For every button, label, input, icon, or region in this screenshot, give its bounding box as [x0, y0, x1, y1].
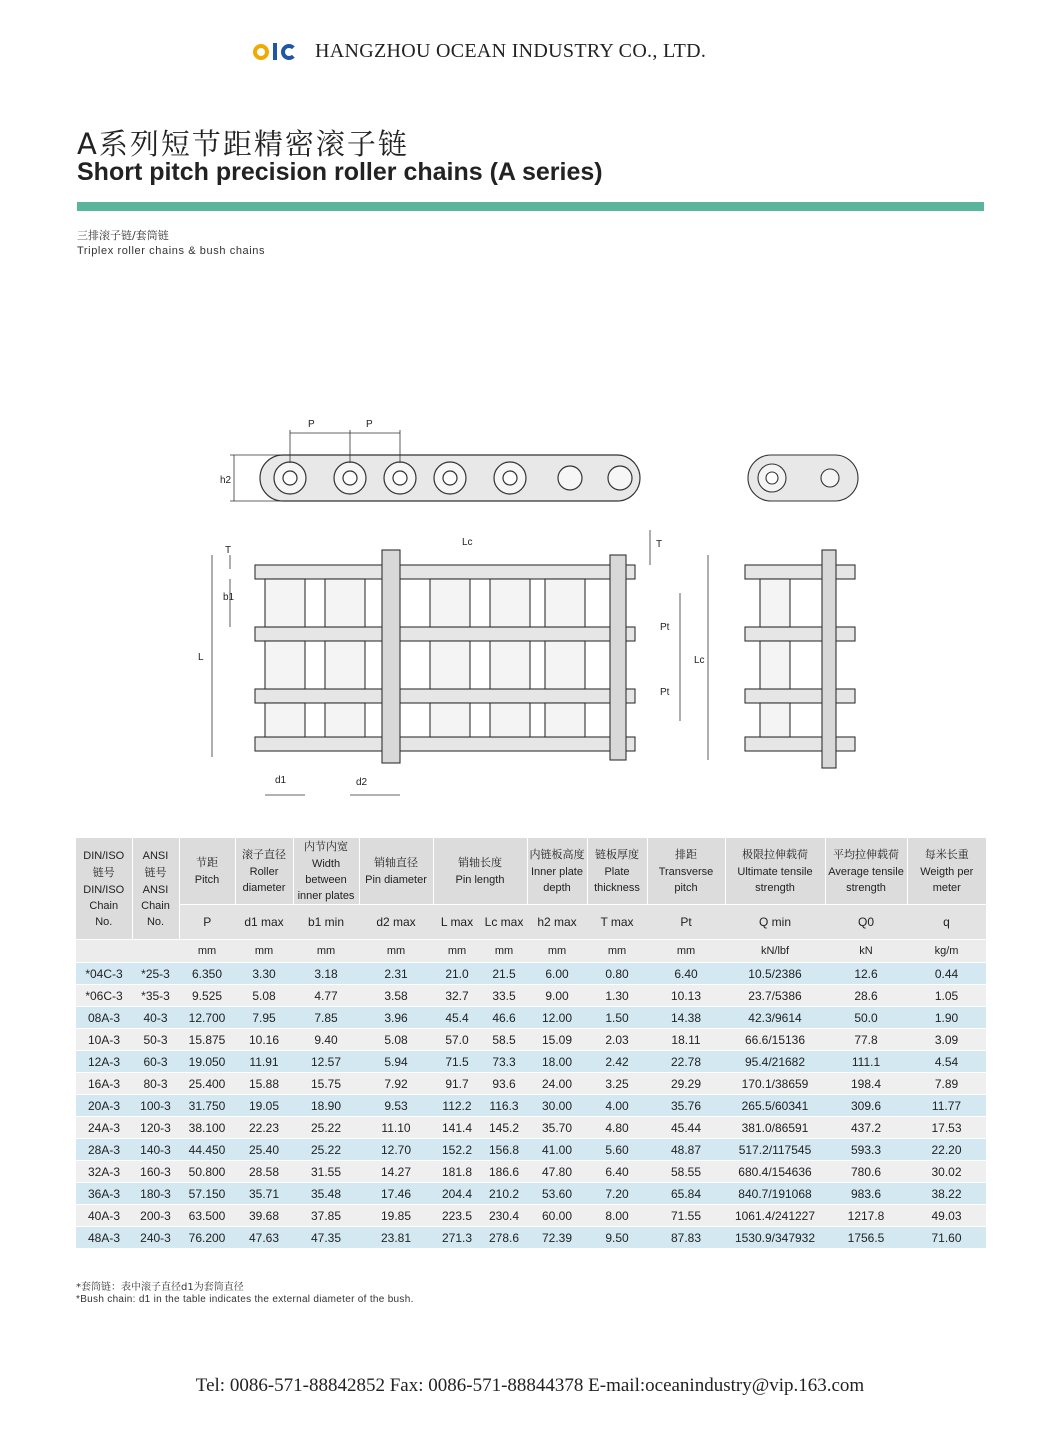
- table-cell: 25.40: [235, 1139, 293, 1161]
- table-cell: 21.0: [433, 963, 481, 985]
- table-cell: 381.0/86591: [725, 1117, 825, 1139]
- table-unit-row: [76, 940, 986, 963]
- label-t-right: T: [656, 539, 663, 550]
- table-cell: 15.88: [235, 1073, 293, 1095]
- table-cell: 41.00: [527, 1139, 587, 1161]
- table-cell: 17.46: [359, 1183, 433, 1205]
- table-cell: 9.525: [179, 985, 235, 1007]
- table-cell: 100-3: [132, 1095, 179, 1117]
- table-cell: 156.8: [481, 1139, 527, 1161]
- table-cell: 6.00: [527, 963, 587, 985]
- table-cell: 60-3: [132, 1051, 179, 1073]
- table-cell: 80-3: [132, 1073, 179, 1095]
- unit-q: kN/lbf: [725, 940, 825, 963]
- table-cell: 309.6: [825, 1095, 907, 1117]
- unit-lc: mm: [481, 940, 527, 963]
- table-cell: 57.0: [433, 1029, 481, 1051]
- table-cell: 20A-3: [76, 1095, 132, 1117]
- table-cell: 35.48: [293, 1183, 359, 1205]
- table-cell: 7.20: [587, 1183, 647, 1205]
- table-cell: 223.5: [433, 1205, 481, 1227]
- table-cell: 72.39: [527, 1227, 587, 1249]
- col-header-pin-diameter: 销轴直径 Pin diameter: [359, 838, 433, 905]
- table-row: [76, 1161, 986, 1183]
- table-cell: 10.5/2386: [725, 963, 825, 985]
- table-cell: 278.6: [481, 1227, 527, 1249]
- company-name: HANGZHOU OCEAN INDUSTRY CO., LTD.: [315, 40, 707, 62]
- table-cell: 24A-3: [76, 1117, 132, 1139]
- page-title-en: Short pitch precision roller chains (A series): [77, 158, 603, 186]
- label-t-left: T: [225, 545, 232, 556]
- table-cell: 7.85: [293, 1007, 359, 1029]
- label-p-2: P: [366, 419, 373, 430]
- sym-q: Q min: [725, 905, 825, 940]
- chain-top-view: [255, 550, 635, 763]
- table-cell: 31.750: [179, 1095, 235, 1117]
- table-cell: 204.4: [433, 1183, 481, 1205]
- table-cell: 3.30: [235, 963, 293, 985]
- logo-o-shape: [253, 44, 269, 60]
- table-row: [76, 1117, 986, 1139]
- table-cell: 38.22: [907, 1183, 986, 1205]
- table-cell: 198.4: [825, 1073, 907, 1095]
- sym-q0: Q0: [825, 905, 907, 940]
- table-cell: *04C-3: [76, 963, 132, 985]
- table-cell: 14.27: [359, 1161, 433, 1183]
- table-cell: 3.96: [359, 1007, 433, 1029]
- table-cell: 24.00: [527, 1073, 587, 1095]
- table-cell: 1.30: [587, 985, 647, 1007]
- label-b1: b1: [223, 592, 235, 603]
- table-cell: 265.5/60341: [725, 1095, 825, 1117]
- table-cell: 87.83: [647, 1227, 725, 1249]
- table-cell: 7.89: [907, 1073, 986, 1095]
- table-row: [76, 1139, 986, 1161]
- table-cell: 29.29: [647, 1073, 725, 1095]
- unit-l: mm: [433, 940, 481, 963]
- table-cell: 25.22: [293, 1139, 359, 1161]
- table-cell: 44.450: [179, 1139, 235, 1161]
- table-cell: 08A-3: [76, 1007, 132, 1029]
- table-cell: 77.8: [825, 1029, 907, 1051]
- table-cell: 65.84: [647, 1183, 725, 1205]
- table-cell: 60.00: [527, 1205, 587, 1227]
- table-cell: 40A-3: [76, 1205, 132, 1227]
- table-cell: 35.70: [527, 1117, 587, 1139]
- table-cell: 3.58: [359, 985, 433, 1007]
- sym-l: L max: [433, 905, 481, 940]
- table-cell: 1756.5: [825, 1227, 907, 1249]
- table-cell: *35-3: [132, 985, 179, 1007]
- table-row: [76, 1007, 986, 1029]
- table-cell: 48A-3: [76, 1227, 132, 1249]
- table-cell: 73.3: [481, 1051, 527, 1073]
- unit-b1: mm: [293, 940, 359, 963]
- table-cell: 210.2: [481, 1183, 527, 1205]
- table-cell: 1.90: [907, 1007, 986, 1029]
- sym-b1: b1 min: [293, 905, 359, 940]
- table-cell: 30.00: [527, 1095, 587, 1117]
- table-cell: 15.09: [527, 1029, 587, 1051]
- table-cell: 22.23: [235, 1117, 293, 1139]
- unit-h2: mm: [527, 940, 587, 963]
- table-cell: 9.53: [359, 1095, 433, 1117]
- col-header-pin-length: 销轴长度 Pin length: [433, 838, 527, 905]
- table-cell: 18.90: [293, 1095, 359, 1117]
- table-cell: 0.80: [587, 963, 647, 985]
- col-header-plate-thickness: 链板厚度 Plate thickness: [587, 838, 647, 905]
- chain-section-view: [745, 550, 855, 768]
- table-cell: 12.00: [527, 1007, 587, 1029]
- footnote-en: *Bush chain: d1 in the table indicates the external diameter of the bush.: [76, 1294, 414, 1305]
- table-cell: 5.08: [359, 1029, 433, 1051]
- table-cell: 58.55: [647, 1161, 725, 1183]
- table-cell: 36A-3: [76, 1183, 132, 1205]
- table-row: [76, 1183, 986, 1205]
- table-cell: 120-3: [132, 1117, 179, 1139]
- table-cell: 3.09: [907, 1029, 986, 1051]
- table-cell: 71.60: [907, 1227, 986, 1249]
- logo-c-shape: [281, 44, 297, 60]
- table-cell: 47.35: [293, 1227, 359, 1249]
- table-cell: *06C-3: [76, 985, 132, 1007]
- table-cell: 517.2/117545: [725, 1139, 825, 1161]
- table-cell: 1217.8: [825, 1205, 907, 1227]
- label-d2: d2: [356, 777, 368, 788]
- table-cell: 28.58: [235, 1161, 293, 1183]
- table-cell: 2.42: [587, 1051, 647, 1073]
- table-body: [76, 963, 986, 1249]
- table-cell: 5.08: [235, 985, 293, 1007]
- table-cell: 112.2: [433, 1095, 481, 1117]
- table-cell: 18.11: [647, 1029, 725, 1051]
- col-header-ansi: ANSI 链号 ANSI Chain No.: [132, 838, 179, 940]
- table-cell: 230.4: [481, 1205, 527, 1227]
- table-cell: 0.44: [907, 963, 986, 985]
- table-cell: 3.18: [293, 963, 359, 985]
- page-header: [253, 40, 706, 63]
- table-symbol-row: [76, 905, 986, 940]
- footnote-cn: *套筒链：表中滚子直径d1为套筒直径: [76, 1282, 244, 1293]
- table-cell: 2.03: [587, 1029, 647, 1051]
- sym-p: P: [179, 905, 235, 940]
- label-pt-2: Pt: [660, 687, 670, 698]
- col-header-pitch: 节距 Pitch: [179, 838, 235, 905]
- table-cell: 1.05: [907, 985, 986, 1007]
- table-cell: 181.8: [433, 1161, 481, 1183]
- table-cell: 10.16: [235, 1029, 293, 1051]
- table-row: [76, 1073, 986, 1095]
- table-cell: 46.6: [481, 1007, 527, 1029]
- section-subtitle-en: Triplex roller chains & bush chains: [77, 245, 266, 257]
- table-cell: 145.2: [481, 1117, 527, 1139]
- table-cell: 7.92: [359, 1073, 433, 1095]
- table-cell: 152.2: [433, 1139, 481, 1161]
- table-cell: 22.20: [907, 1139, 986, 1161]
- table-cell: 66.6/15136: [725, 1029, 825, 1051]
- sym-h2: h2 max: [527, 905, 587, 940]
- table-cell: 15.75: [293, 1073, 359, 1095]
- table-cell: 18.00: [527, 1051, 587, 1073]
- table-cell: 49.03: [907, 1205, 986, 1227]
- table-cell: 71.55: [647, 1205, 725, 1227]
- table-cell: 45.4: [433, 1007, 481, 1029]
- table-cell: 680.4/154636: [725, 1161, 825, 1183]
- unit-t: mm: [587, 940, 647, 963]
- table-cell: 2.31: [359, 963, 433, 985]
- table-cell: 53.60: [527, 1183, 587, 1205]
- col-header-inner-plate-depth: 内链板高度 Inner plate depth: [527, 838, 587, 905]
- table-cell: 91.7: [433, 1073, 481, 1095]
- table-cell: 32A-3: [76, 1161, 132, 1183]
- table-cell: 58.5: [481, 1029, 527, 1051]
- col-header-average-strength: 平均拉伸载荷 Average tensile strength: [825, 838, 907, 905]
- table-cell: 19.050: [179, 1051, 235, 1073]
- table-cell: 240-3: [132, 1227, 179, 1249]
- table-row: [76, 963, 986, 985]
- table-cell: 17.53: [907, 1117, 986, 1139]
- table-cell: 3.25: [587, 1073, 647, 1095]
- table-cell: 141.4: [433, 1117, 481, 1139]
- table-cell: 15.875: [179, 1029, 235, 1051]
- table-cell: 35.71: [235, 1183, 293, 1205]
- table-cell: 40-3: [132, 1007, 179, 1029]
- table-cell: 63.500: [179, 1205, 235, 1227]
- table-cell: 5.94: [359, 1051, 433, 1073]
- table-cell: 30.02: [907, 1161, 986, 1183]
- col-header-transverse-pitch: 排距 Transverse pitch: [647, 838, 725, 905]
- table-cell: 38.100: [179, 1117, 235, 1139]
- col-header-din-iso: DIN/ISO 链号 DIN/ISO Chain No.: [76, 838, 132, 940]
- chain-end-view: [748, 455, 858, 501]
- unit-d1: mm: [235, 940, 293, 963]
- table-cell: 12.70: [359, 1139, 433, 1161]
- table-cell: 160-3: [132, 1161, 179, 1183]
- table-cell: 28A-3: [76, 1139, 132, 1161]
- table-cell: 6.40: [647, 963, 725, 985]
- table-cell: 11.10: [359, 1117, 433, 1139]
- table-cell: 23.81: [359, 1227, 433, 1249]
- table-cell: 28.6: [825, 985, 907, 1007]
- chain-technical-drawing: [190, 405, 870, 805]
- table-cell: 48.87: [647, 1139, 725, 1161]
- chain-side-view: [260, 455, 640, 501]
- table-cell: 1.50: [587, 1007, 647, 1029]
- table-cell: 19.05: [235, 1095, 293, 1117]
- table-cell: 50.0: [825, 1007, 907, 1029]
- table-cell: 50.800: [179, 1161, 235, 1183]
- section-subtitle-cn: 三排滚子链/套筒链: [77, 229, 169, 242]
- table-cell: 116.3: [481, 1095, 527, 1117]
- table-cell: 12A-3: [76, 1051, 132, 1073]
- col-header-ultimate-strength: 极限拉伸载荷 Ultimate tensile strength: [725, 838, 825, 905]
- table-cell: 10A-3: [76, 1029, 132, 1051]
- sym-d2: d2 max: [359, 905, 433, 940]
- unit-weight: kg/m: [907, 940, 986, 963]
- table-cell: 21.5: [481, 963, 527, 985]
- table-cell: 9.00: [527, 985, 587, 1007]
- chain-spec-table: [76, 838, 986, 1248]
- table-row: [76, 1227, 986, 1249]
- table-row: [76, 1095, 986, 1117]
- table-cell: 1061.4/241227: [725, 1205, 825, 1227]
- sym-d1: d1 max: [235, 905, 293, 940]
- table-cell: 9.40: [293, 1029, 359, 1051]
- table-cell: 593.3: [825, 1139, 907, 1161]
- label-p-1: P: [308, 419, 315, 430]
- table-cell: 45.44: [647, 1117, 725, 1139]
- label-lc-right: Lc: [694, 655, 705, 666]
- table-cell: 12.700: [179, 1007, 235, 1029]
- table-cell: 180-3: [132, 1183, 179, 1205]
- accent-divider: [77, 202, 984, 211]
- table-cell: 5.60: [587, 1139, 647, 1161]
- table-cell: 93.6: [481, 1073, 527, 1095]
- table-cell: 4.00: [587, 1095, 647, 1117]
- table-row: [76, 1205, 986, 1227]
- col-header-inner-width: 内节内宽 Width between inner plates: [293, 838, 359, 905]
- table-cell: 32.7: [433, 985, 481, 1007]
- col-header-weight-per-meter: 每米长重 Weigth per meter: [907, 838, 986, 905]
- table-cell: 11.91: [235, 1051, 293, 1073]
- table-cell: 22.78: [647, 1051, 725, 1073]
- table-cell: 16A-3: [76, 1073, 132, 1095]
- table-cell: 47.80: [527, 1161, 587, 1183]
- table-cell: 12.57: [293, 1051, 359, 1073]
- table-cell: 186.6: [481, 1161, 527, 1183]
- table-cell: 7.95: [235, 1007, 293, 1029]
- table-cell: 4.77: [293, 985, 359, 1007]
- table-cell: 4.80: [587, 1117, 647, 1139]
- sym-weight: q: [907, 905, 986, 940]
- table-cell: 25.400: [179, 1073, 235, 1095]
- table-row: [76, 985, 986, 1007]
- table-cell: 47.63: [235, 1227, 293, 1249]
- table-cell: 983.6: [825, 1183, 907, 1205]
- page-title-cn: A系列短节距精密滚子链: [77, 127, 409, 161]
- table-cell: 780.6: [825, 1161, 907, 1183]
- table-cell: 840.7/191068: [725, 1183, 825, 1205]
- table-cell: 437.2: [825, 1117, 907, 1139]
- table-cell: 23.7/5386: [725, 985, 825, 1007]
- label-lc-top: Lc: [462, 537, 473, 548]
- table-row: [76, 1051, 986, 1073]
- label-l: L: [198, 652, 204, 663]
- table-cell: 170.1/38659: [725, 1073, 825, 1095]
- sym-t: T max: [587, 905, 647, 940]
- table-cell: 10.13: [647, 985, 725, 1007]
- table-cell: 25.22: [293, 1117, 359, 1139]
- table-cell: 200-3: [132, 1205, 179, 1227]
- table-cell: 11.77: [907, 1095, 986, 1117]
- table-cell: 76.200: [179, 1227, 235, 1249]
- contact-footer: Tel: 0086-571-88842852 Fax: 0086-571-88844378 E-mail:oceanindustry@vip.163.com: [195, 1375, 865, 1396]
- table-cell: 271.3: [433, 1227, 481, 1249]
- label-pt-1: Pt: [660, 622, 670, 633]
- unit-p: mm: [179, 940, 235, 963]
- label-d1: d1: [275, 775, 287, 786]
- table-cell: 111.1: [825, 1051, 907, 1073]
- table-cell: 50-3: [132, 1029, 179, 1051]
- table-cell: 4.54: [907, 1051, 986, 1073]
- table-cell: *25-3: [132, 963, 179, 985]
- logo-i-shape: [273, 43, 277, 60]
- unit-q0: kN: [825, 940, 907, 963]
- table-cell: 12.6: [825, 963, 907, 985]
- table-cell: 19.85: [359, 1205, 433, 1227]
- sym-pt: Pt: [647, 905, 725, 940]
- label-h2: h2: [220, 475, 232, 486]
- table-cell: 9.50: [587, 1227, 647, 1249]
- table-cell: 42.3/9614: [725, 1007, 825, 1029]
- table-cell: 31.55: [293, 1161, 359, 1183]
- col-header-roller-diameter: 滚子直径 Roller diameter: [235, 838, 293, 905]
- sym-lc: Lc max: [481, 905, 527, 940]
- company-logo: [253, 43, 297, 60]
- unit-pt: mm: [647, 940, 725, 963]
- table-header-row: [76, 838, 986, 905]
- table-cell: 39.68: [235, 1205, 293, 1227]
- table-cell: 1530.9/347932: [725, 1227, 825, 1249]
- table-cell: 14.38: [647, 1007, 725, 1029]
- table-cell: 6.350: [179, 963, 235, 985]
- table-cell: 57.150: [179, 1183, 235, 1205]
- unit-d2: mm: [359, 940, 433, 963]
- table-cell: 95.4/21682: [725, 1051, 825, 1073]
- table-cell: 37.85: [293, 1205, 359, 1227]
- table-cell: 140-3: [132, 1139, 179, 1161]
- table-cell: 71.5: [433, 1051, 481, 1073]
- table-row: [76, 1029, 986, 1051]
- table-cell: 8.00: [587, 1205, 647, 1227]
- table-cell: 6.40: [587, 1161, 647, 1183]
- table-cell: 33.5: [481, 985, 527, 1007]
- table-cell: 35.76: [647, 1095, 725, 1117]
